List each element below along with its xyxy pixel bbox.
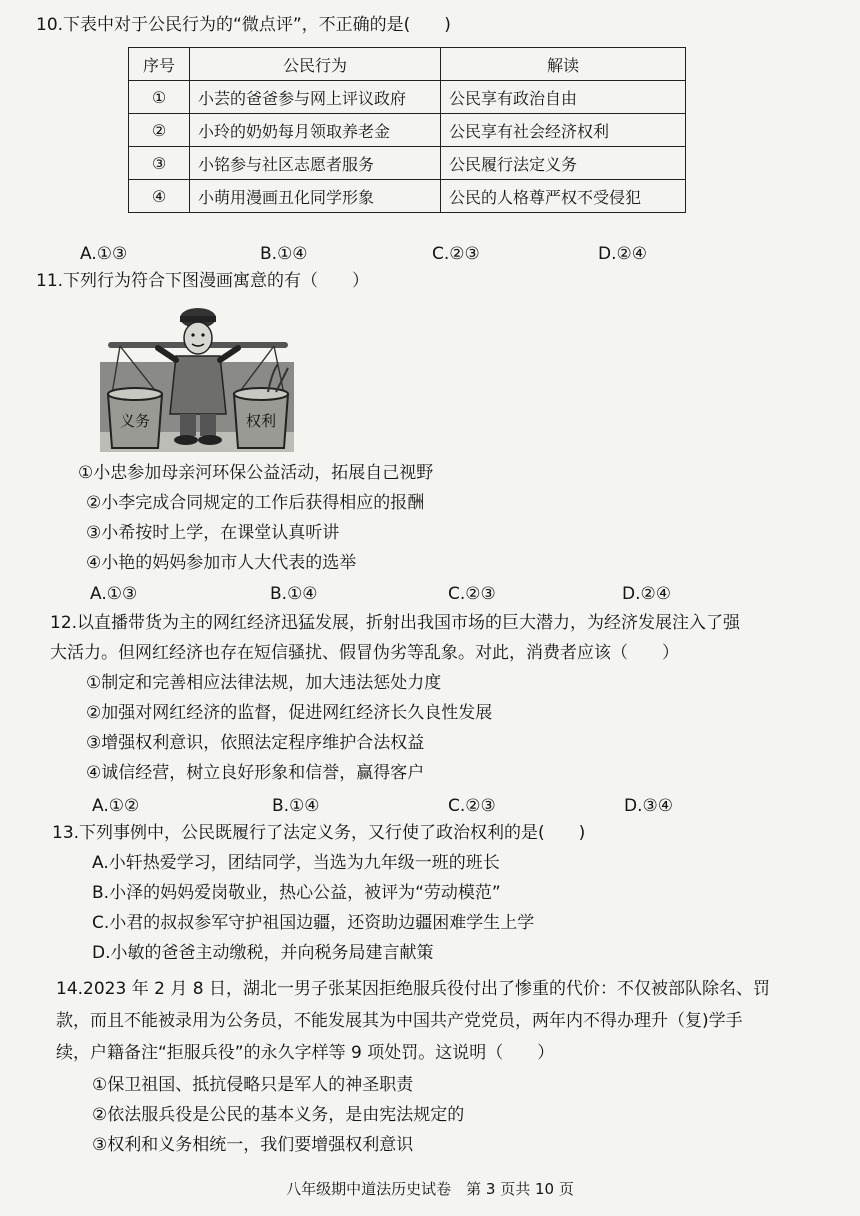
row-interpretation: 公民履行法定义务 — [441, 147, 686, 180]
row-index: ③ — [129, 147, 190, 180]
table-header-row — [129, 48, 686, 81]
option-a: A.①② — [92, 796, 140, 816]
table-row — [129, 147, 686, 180]
page-footer: 八年级期中道法历史试卷 第 3 页共 10 页 — [286, 1180, 574, 1198]
option-d: D.②④ — [598, 244, 647, 264]
row-index: ② — [129, 114, 190, 147]
q12-item: ①制定和完善相应法律法规，加大违法惩处力度 — [86, 673, 442, 693]
q11-stem: 11.下列行为符合下图漫画寓意的有（ ） — [36, 271, 370, 291]
option-d: D.③④ — [624, 796, 673, 816]
q12-stem-line2: 大活力。但网红经济也存在短信骚扰、假冒伪劣等乱象。对此，消费者应该（ ） — [50, 643, 679, 663]
header-index: 序号 — [129, 48, 190, 81]
q14-stem-line2: 款，而且不能被录用为公务员，不能发展其为中国共产党党员，两年内不得办理升（复)学手 — [56, 1011, 743, 1031]
q10-options — [0, 244, 860, 266]
q11-item: ③小希按时上学，在课堂认真听讲 — [86, 523, 340, 543]
row-interpretation: 公民享有政治自由 — [441, 81, 686, 114]
q11-item: ④小艳的妈妈参加市人大代表的选举 — [86, 553, 357, 573]
option-b: B.①④ — [260, 244, 308, 264]
q10-table — [128, 47, 686, 213]
q13-stem: 13.下列事例中，公民既履行了法定义务，又行使了政治权利的是( ) — [52, 823, 586, 843]
q12-item: ④诚信经营，树立良好形象和信誉，赢得客户 — [86, 763, 425, 783]
option-a: A.①③ — [90, 584, 138, 604]
q14-stem-line3: 续，户籍备注“拒服兵役”的永久字样等 9 项处罚。这说明（ ） — [56, 1043, 555, 1063]
q11-item: ①小忠参加母亲河环保公益活动，拓展自己视野 — [78, 463, 434, 483]
option-a: A.①③ — [80, 244, 128, 264]
table-row — [129, 81, 686, 114]
cartoon-label-obligation: 义务 — [119, 412, 151, 430]
cartoon-label-right: 权利 — [245, 412, 277, 430]
cartoon-illustration — [98, 302, 296, 454]
row-behavior: 小玲的奶奶每月领取养老金 — [190, 114, 441, 147]
q14-stem-line1: 14.2023 年 2 月 8 日，湖北一男子张某因拒绝服兵役付出了惨重的代价：不仅被部队除名、罚 — [56, 979, 770, 999]
q10-stem: 10.下表中对于公民行为的“微点评”，不正确的是( ) — [36, 15, 451, 35]
q13-option: B.小泽的妈妈爱岗敬业，热心公益，被评为“劳动模范” — [92, 883, 501, 903]
q13-option: C.小君的叔叔参军守护祖国边疆，还资助边疆困难学生上学 — [92, 913, 535, 933]
option-b: B.①④ — [270, 584, 318, 604]
q14-item: ③权利和义务相统一，我们要增强权利意识 — [92, 1135, 414, 1155]
q11-item: ②小李完成合同规定的工作后获得相应的报酬 — [86, 493, 425, 513]
table-row — [129, 114, 686, 147]
q12-stem-line1: 12.以直播带货为主的网红经济迅猛发展，折射出我国市场的巨大潜力，为经济发展注入了强 — [50, 613, 741, 633]
q12-options — [0, 796, 860, 818]
row-interpretation: 公民享有社会经济权利 — [441, 114, 686, 147]
q13-option: D.小敏的爸爸主动缴税，并向税务局建言献策 — [92, 943, 434, 963]
header-interpretation: 解读 — [441, 48, 686, 81]
q14-item: ①保卫祖国、抵抗侵略只是军人的神圣职责 — [92, 1075, 414, 1095]
row-index: ① — [129, 81, 190, 114]
q12-item: ②加强对网红经济的监督，促进网红经济长久良性发展 — [86, 703, 493, 723]
row-interpretation: 公民的人格尊严权不受侵犯 — [441, 180, 686, 213]
table-row — [129, 180, 686, 213]
row-behavior: 小萌用漫画丑化同学形象 — [190, 180, 441, 213]
q13-option: A.小轩热爱学习，团结同学，当选为九年级一班的班长 — [92, 853, 500, 873]
q11-options — [0, 584, 860, 606]
option-c: C.②③ — [448, 584, 496, 604]
option-d: D.②④ — [622, 584, 671, 604]
row-behavior: 小芸的爸爸参与网上评议政府 — [190, 81, 441, 114]
q12-item: ③增强权利意识，依照法定程序维护合法权益 — [86, 733, 425, 753]
option-b: B.①④ — [272, 796, 320, 816]
q14-item: ②依法服兵役是公民的基本义务，是由宪法规定的 — [92, 1105, 465, 1125]
row-index: ④ — [129, 180, 190, 213]
option-c: C.②③ — [432, 244, 480, 264]
row-behavior: 小铭参与社区志愿者服务 — [190, 147, 441, 180]
option-c: C.②③ — [448, 796, 496, 816]
header-behavior: 公民行为 — [190, 48, 441, 81]
